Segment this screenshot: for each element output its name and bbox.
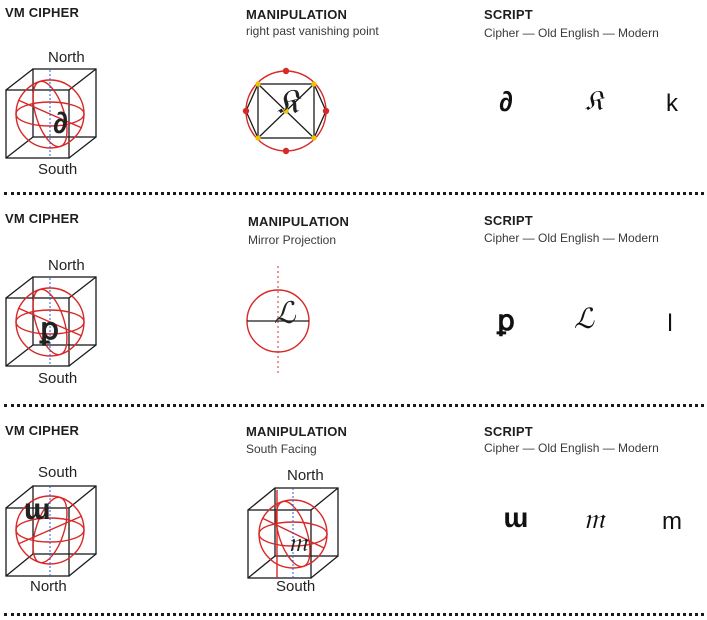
south-label: South: [38, 161, 78, 178]
script-modern-glyph: m: [662, 508, 682, 535]
north-label: North: [48, 257, 85, 274]
north-label: North: [30, 578, 67, 595]
script-cipher-glyph: ∂: [499, 86, 513, 117]
script-oldeng-glyph: 𝔎: [584, 84, 604, 117]
south-label: South: [38, 370, 78, 387]
manipulation-description: South Facing: [246, 442, 317, 456]
oldeng-overlay: ℒ: [274, 296, 296, 331]
manipulation-header: MANIPULATION: [246, 7, 348, 22]
script-cipher-glyph: ꝑ: [497, 305, 515, 336]
manipulation-header: MANIPULATION: [246, 424, 348, 439]
script-oldeng-glyph: 𝔪: [583, 502, 605, 535]
script-header: SCRIPT: [484, 7, 533, 22]
south-label: South: [276, 578, 316, 595]
row-separator: [4, 613, 704, 616]
manipulation-header: MANIPULATION: [248, 214, 350, 229]
south-facing-diagram: [0, 418, 360, 598]
cipher-glyph-overlay: ɯ: [24, 493, 51, 526]
cipher-row-1: [0, 0, 707, 200]
vm-cipher-header: VM CIPHER: [5, 423, 80, 438]
cipher-glyph-overlay: ∂: [53, 107, 68, 140]
script-header: SCRIPT: [484, 424, 533, 439]
script-cipher-glyph: ɯ: [503, 502, 529, 533]
script-description: Cipher — Old English — Modern: [484, 26, 659, 40]
script-description: Cipher — Old English — Modern: [484, 441, 659, 455]
north-label: North: [287, 467, 324, 484]
row-separator: [4, 192, 704, 195]
vm-cipher-header: VM CIPHER: [5, 5, 80, 20]
script-description: Cipher — Old English — Modern: [484, 231, 659, 245]
script-modern-glyph: k: [666, 90, 678, 117]
oldeng-overlay: 𝔎: [277, 82, 300, 122]
cipher-row-2: [0, 206, 707, 406]
south-label: South: [38, 464, 78, 481]
manipulation-description: Mirror Projection: [248, 233, 337, 247]
script-oldeng-glyph: ℒ: [573, 302, 595, 335]
oldeng-overlay: 𝔪: [288, 528, 308, 558]
vm-cipher-header: VM CIPHER: [5, 211, 80, 226]
script-header: SCRIPT: [484, 213, 533, 228]
cipher-glyph-overlay: ꝑ: [40, 313, 60, 346]
manipulation-description: right past vanishing point: [246, 24, 379, 38]
script-modern-glyph: l: [667, 310, 673, 337]
cipher-row-3: [0, 418, 707, 618]
row-separator: [4, 404, 704, 407]
north-label: North: [48, 49, 85, 66]
